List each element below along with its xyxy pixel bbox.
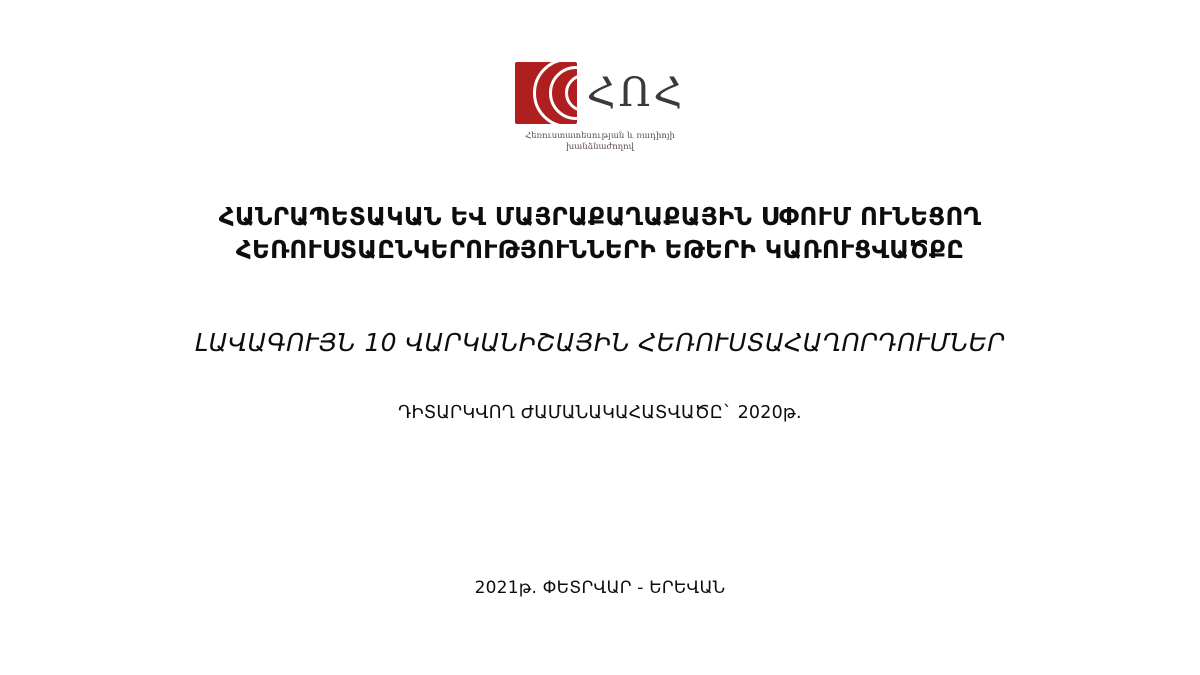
observation-period: ԴԻՏԱՐԿՎՈՂ ԺԱՄԱՆԱԿԱՀԱՏՎԱԾԸ` 2020թ. [398, 403, 802, 424]
organization-logo [470, 62, 730, 154]
slide-title: ՀԱՆՐԱՊԵՏԱԿԱՆ ԵՎ ՄԱՅՐԱՔԱՂԱՔԱՅԻՆ ՍՓՈՒՄ ՈՒՆԵՑՈՂ ՀԵՌՈՒՍՏԱԸՆԿԵՐՈՒԹՅՈՒՆՆԵՐԻ ԵԹԵՐԻ ԿԱՌՈՒՑՎԱԾՔԸ [218, 201, 982, 264]
logo-row [515, 62, 686, 124]
slide-footer: 2021թ. ՓԵՏՐՎԱՐ - ԵՐԵՎԱՆ [474, 578, 726, 598]
logo-tagline: Հեռուստատեսության և ռադիոյի խանձնաժողով [525, 131, 675, 153]
slide-subtitle: ԼԱՎԱԳՈՒՅՆ 10 ՎԱՐԿԱՆԻՇԱՅԻՆ ՀԵՌՈՒՍՏԱՀԱՂՈՐԴՈՒՄՆԵՐ [194, 328, 1006, 358]
logo-wordmark: ՀՈՀ [586, 70, 686, 116]
soundwave-logo-icon [515, 62, 577, 124]
